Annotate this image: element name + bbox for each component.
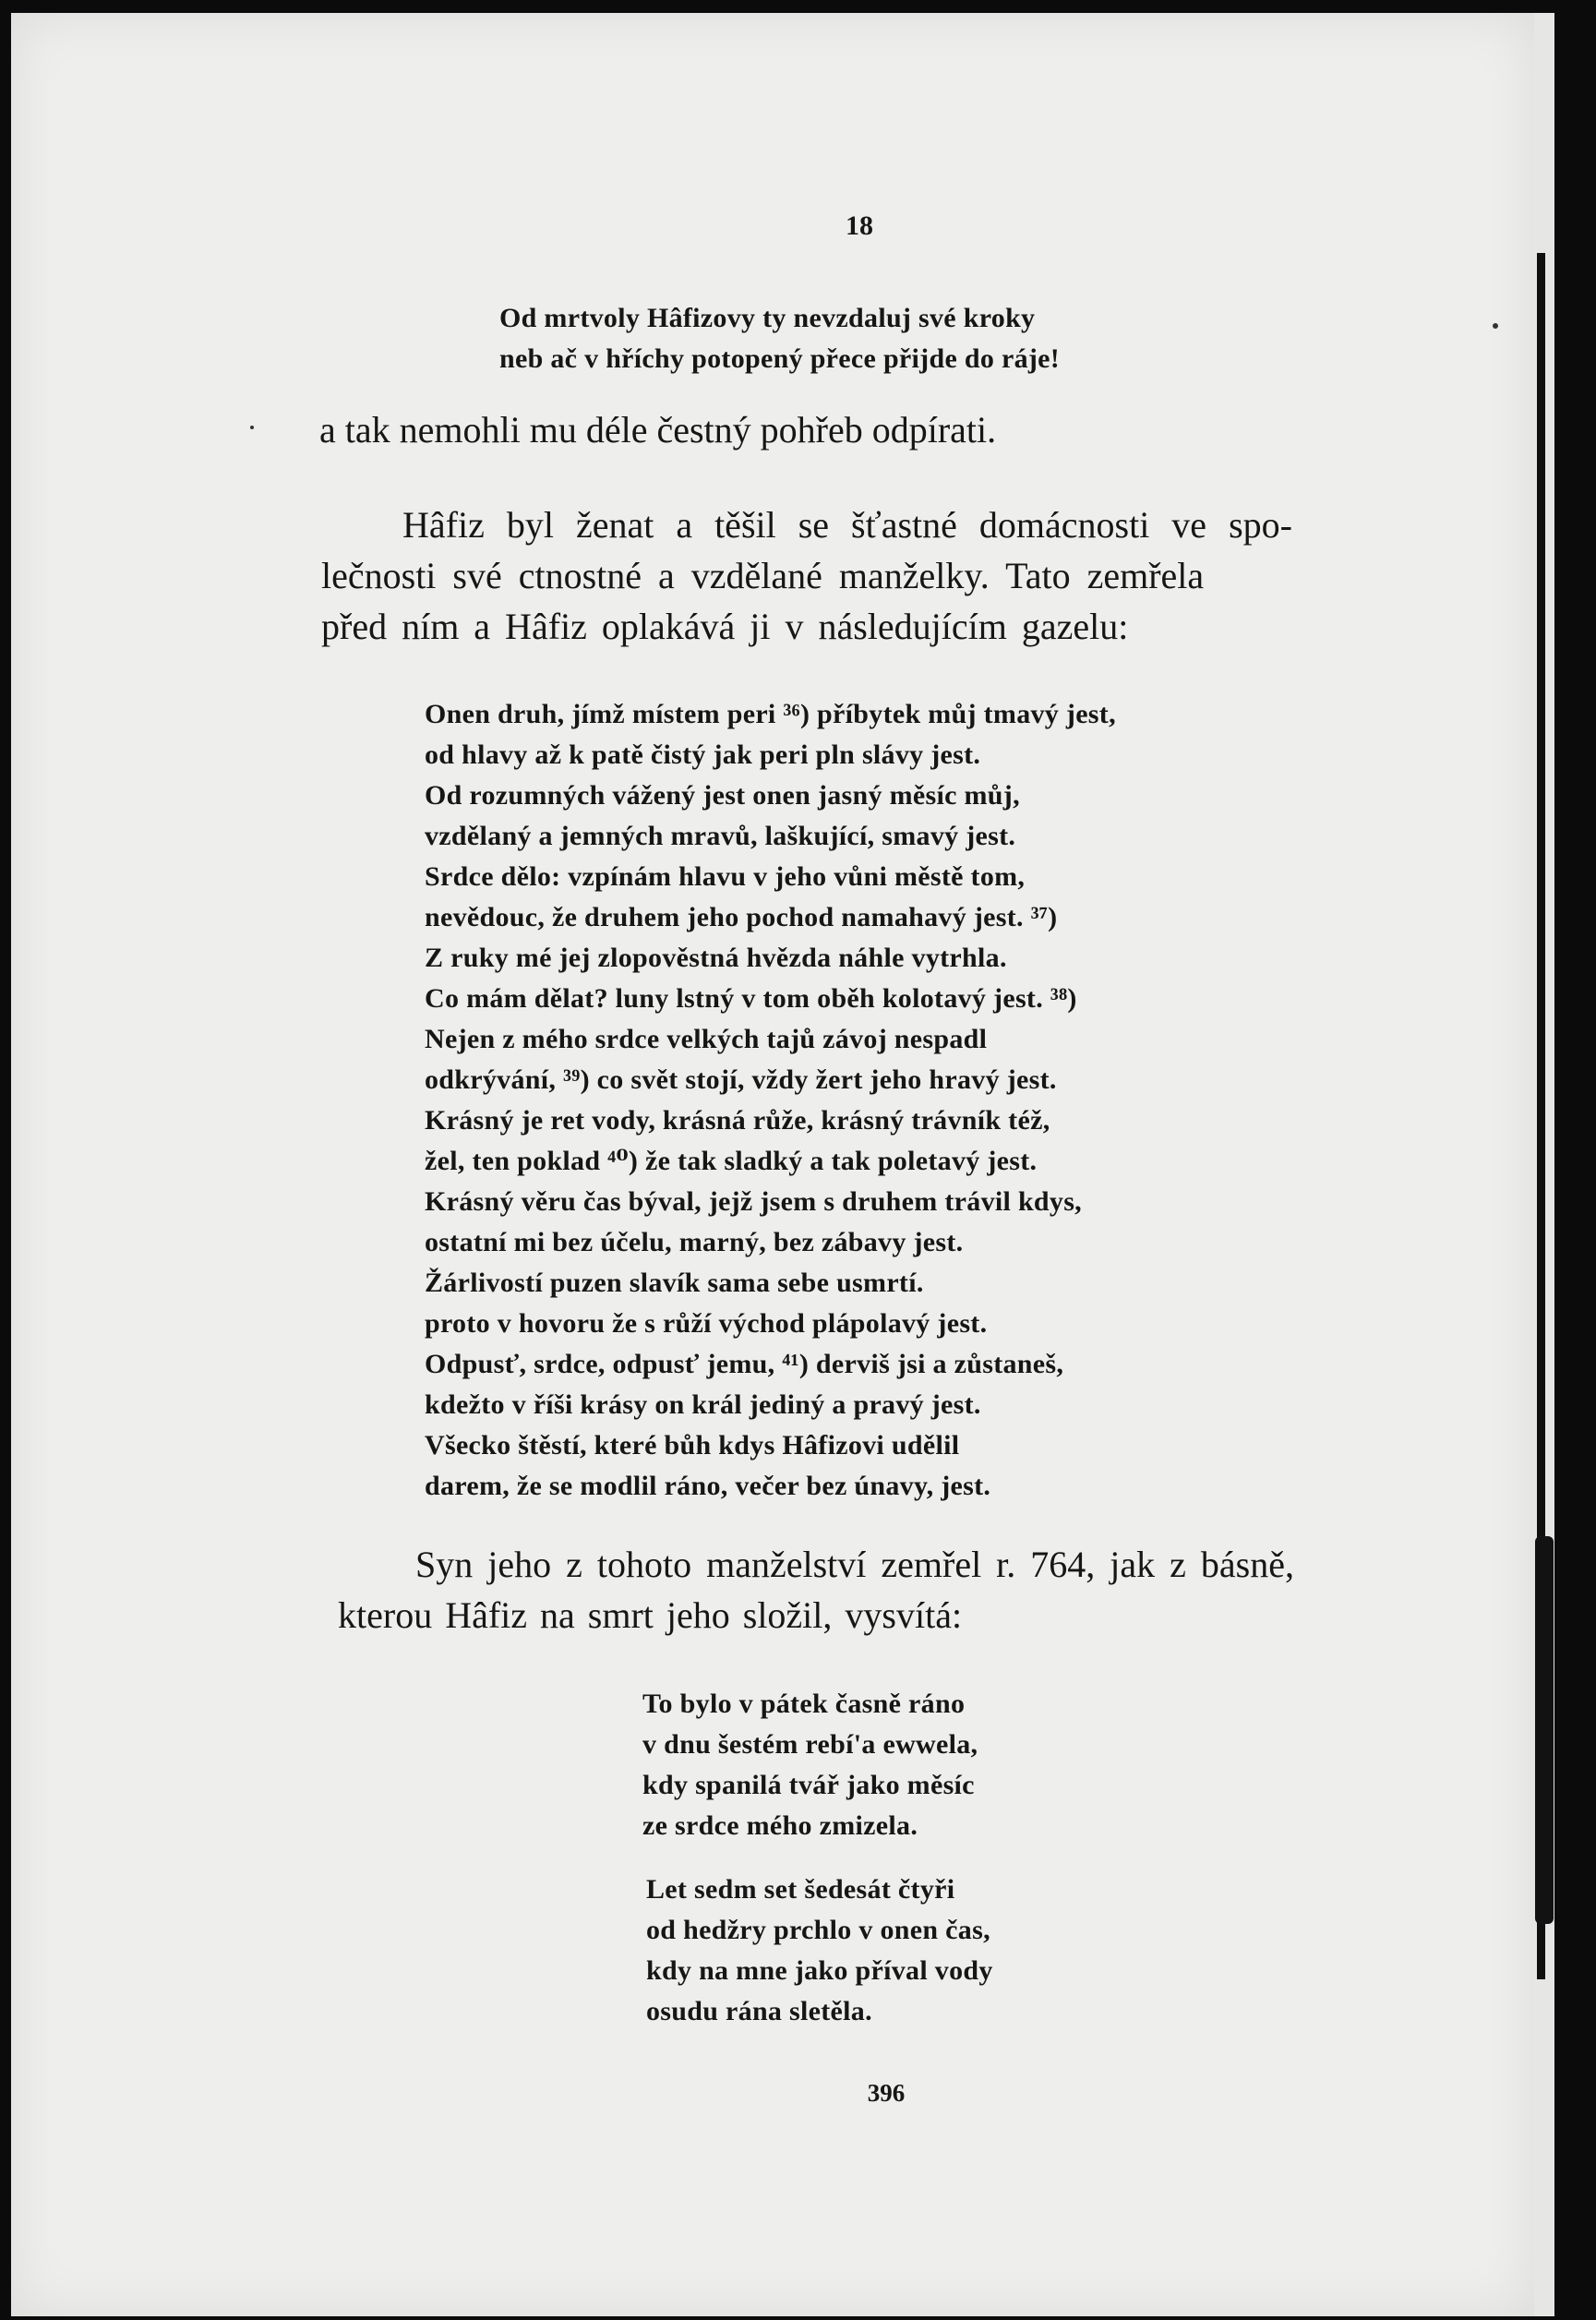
gazel-line: proto v hovoru že s růží východ plápolavý jest. bbox=[425, 1308, 988, 1339]
poem-line: To bylo v pátek časně ráno bbox=[642, 1689, 966, 1719]
page-number: 18 bbox=[846, 210, 873, 241]
paragraph-line: kterou Hâfiz na smrt jeho složil, vysvítá: bbox=[338, 1594, 963, 1636]
gazel-line: Co mám dělat? luny lstný v tom oběh kolotavý jest. ³⁸) bbox=[425, 983, 1077, 1014]
poem-line: ze srdce mého zmizela. bbox=[642, 1810, 918, 1841]
poem-line: kdy na mne jako příval vody bbox=[646, 1955, 993, 1986]
gazel-line: od hlavy až k patě čistý jak peri pln slávy jest. bbox=[425, 739, 981, 770]
gazel-line: Krásný věru čas býval, jejž jsem s druhem trávil kdys, bbox=[425, 1186, 1082, 1217]
verse-line: Od mrtvoly Hâfizovy ty nevzdaluj své kroky bbox=[499, 303, 1036, 333]
gazel-line: Z ruky mé jej zlopověstná hvězda náhle vytrhla. bbox=[425, 943, 1007, 973]
poem-line: od hedžry prchlo v onen čas, bbox=[646, 1915, 990, 1945]
gazel-line: žel, ten poklad ⁴⁰) že tak sladký a tak poletavý jest. bbox=[425, 1146, 1038, 1176]
gazel-line: nevědouc, že druhem jeho pochod namahavý jest. ³⁷) bbox=[425, 902, 1058, 932]
paragraph-3 bbox=[338, 1539, 1294, 1641]
paragraph-line: Syn jeho z tohoto manželství zemřel r. 764, jak z básně, bbox=[415, 1544, 1294, 1585]
gazel-line: Srdce dělo: vzpínám hlavu v jeho vůni městě tom, bbox=[425, 861, 1026, 892]
poem-stanza-2 bbox=[646, 1869, 993, 2032]
verse-line: neb ač v hříchy potopený přece přijde do ráje! bbox=[499, 343, 1061, 374]
gazel-line: Odpusť, srdce, odpusť jemu, ⁴¹) derviš jsi a zůstaneš, bbox=[425, 1349, 1064, 1379]
folio-number: 396 bbox=[867, 2079, 906, 2107]
poem-line: osudu rána sletěla. bbox=[646, 1996, 872, 2026]
paragraph-line: lečnosti své ctnostné a vzdělané manželky. Tato zemřela bbox=[321, 555, 1205, 596]
gazel-line: kdežto v říši krásy on král jediný a pravý jest. bbox=[425, 1389, 981, 1420]
gazel-line: Všecko štěstí, které bůh kdys Hâfizovi udělil bbox=[425, 1430, 960, 1461]
poem-stanza-1 bbox=[642, 1684, 978, 1846]
gazel-line: vzdělaný a jemných mravů, laškující, smavý jest. bbox=[425, 821, 1016, 851]
speck bbox=[1493, 323, 1498, 329]
gazel-line: odkrývání, ³⁹) co svět stojí, vždy žert jeho hravý jest. bbox=[425, 1064, 1057, 1095]
paragraph-line: před ním a Hâfiz oplakává ji v následujícím gazelu: bbox=[321, 606, 1129, 647]
poem-line: Let sedm set šedesát čtyři bbox=[646, 1874, 955, 1905]
gazel-line: Krásný je ret vody, krásná růže, krásný trávník též, bbox=[425, 1105, 1050, 1136]
gazel-line: Nejen z mého srdce velkých tajů závoj nespadl bbox=[425, 1024, 988, 1054]
poem-line: kdy spanilá tvář jako měsíc bbox=[642, 1770, 975, 1800]
gazel-line: Od rozumných vážený jest onen jasný měsíc můj, bbox=[425, 780, 1020, 811]
gazel-line: ostatní mi bez účelu, marný, bez zábavy jest. bbox=[425, 1227, 964, 1257]
gutter-notch bbox=[1535, 1536, 1554, 1924]
paragraph-line: a tak nemohli mu déle čestný pohřeb odpírati. bbox=[319, 409, 997, 451]
page-gutter bbox=[1534, 13, 1554, 2316]
paragraph-2 bbox=[321, 499, 1292, 652]
paragraph-1 bbox=[319, 404, 996, 455]
gazel-line: Onen druh, jímž místem peri ³⁶) příbytek můj tmavý jest, bbox=[425, 699, 1116, 729]
gazel-line: Žárlivostí puzen slavík sama sebe usmrtí. bbox=[425, 1268, 924, 1298]
speck bbox=[250, 426, 254, 429]
paragraph-line: Hâfiz byl ženat a těšil se šťastné domácnosti ve spo- bbox=[402, 504, 1292, 546]
opening-verse bbox=[499, 298, 1060, 379]
poem-line: v dnu šestém rebí'a ewwela, bbox=[642, 1729, 978, 1760]
gazel-line: darem, že se modlil ráno, večer bez únavy, jest. bbox=[425, 1471, 991, 1501]
gazel bbox=[425, 694, 1116, 1507]
